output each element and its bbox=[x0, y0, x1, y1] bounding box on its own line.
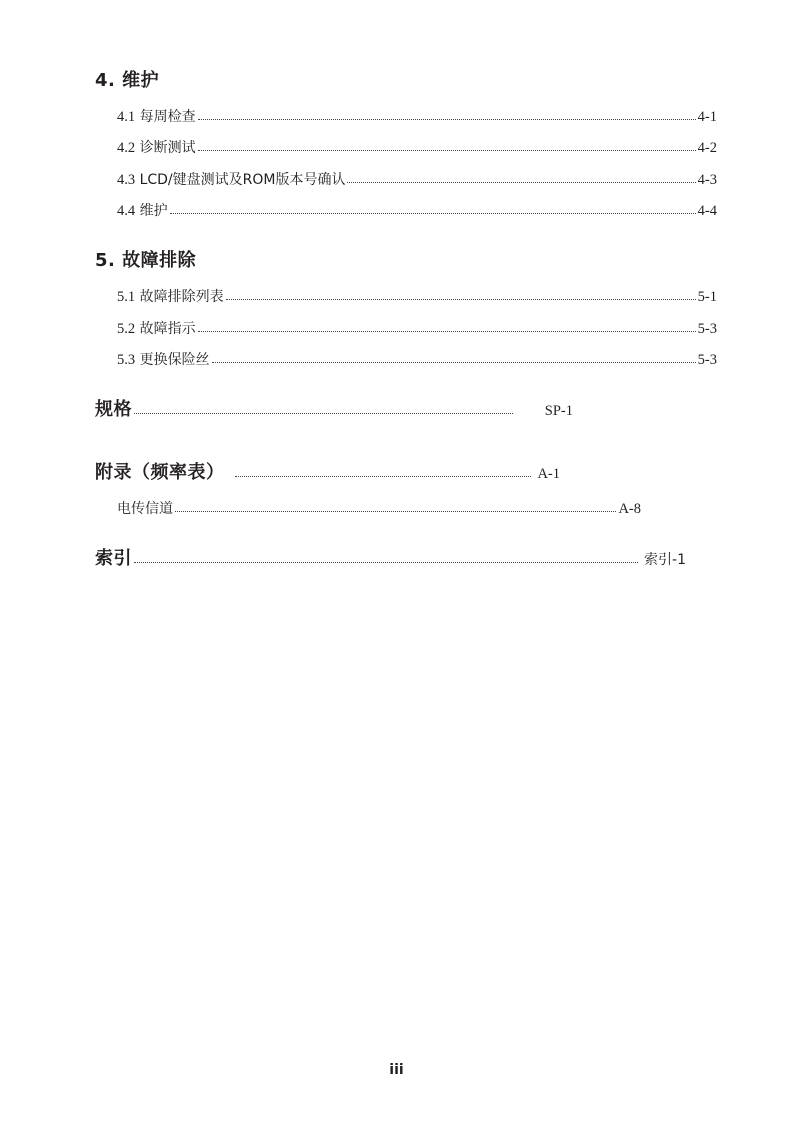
entry-title: 故障指示 bbox=[139, 321, 196, 337]
dot-leader bbox=[198, 136, 696, 151]
entry-page: 5-3 bbox=[697, 321, 717, 337]
entry-title: 每周检查 bbox=[139, 109, 196, 125]
entry-number: 4.3 bbox=[117, 172, 136, 188]
toc-entry-telex-channel[interactable] bbox=[117, 498, 641, 518]
appendix-page: A-1 bbox=[537, 466, 560, 482]
entry-page: 4-3 bbox=[697, 172, 717, 188]
entry-title: 更换保险丝 bbox=[139, 352, 210, 368]
entry-title: LCD/键盘测试及ROM版本号确认 bbox=[139, 172, 346, 188]
entry-number: 5.3 bbox=[117, 352, 136, 368]
entry-number: 5.2 bbox=[117, 321, 136, 337]
dot-leader bbox=[134, 548, 638, 563]
toc-entry-4-2[interactable] bbox=[117, 137, 717, 157]
appendix-title: 附录（频率表） bbox=[95, 462, 225, 483]
entry-page: 5-1 bbox=[697, 289, 717, 305]
dot-leader bbox=[235, 462, 532, 477]
toc-entry-index[interactable] bbox=[95, 544, 686, 570]
specs-page: SP-1 bbox=[544, 403, 573, 419]
page-number: iii bbox=[389, 1062, 404, 1078]
entry-title: 诊断测试 bbox=[139, 140, 196, 156]
entry-page: A-8 bbox=[618, 501, 641, 517]
dot-leader bbox=[347, 168, 695, 183]
dot-leader bbox=[170, 199, 696, 214]
toc-entry-4-1[interactable] bbox=[117, 106, 717, 126]
dot-leader bbox=[212, 348, 696, 363]
entry-title: 电传信道 bbox=[117, 501, 173, 517]
entry-number: 4.1 bbox=[117, 109, 136, 125]
entry-page: 5-3 bbox=[697, 352, 717, 368]
dot-leader bbox=[198, 105, 696, 120]
entry-number: 4.2 bbox=[117, 140, 136, 156]
entry-page: 4-4 bbox=[697, 203, 717, 219]
section-heading-4: 4. 维护 bbox=[95, 70, 160, 91]
entry-number: 4.4 bbox=[117, 203, 136, 219]
entry-title: 故障排除列表 bbox=[139, 289, 224, 305]
index-page: 索引-1 bbox=[644, 552, 686, 568]
toc-entry-5-1[interactable] bbox=[117, 286, 717, 306]
specs-title: 规格 bbox=[95, 399, 132, 420]
entry-page: 4-1 bbox=[697, 109, 717, 125]
dot-leader bbox=[198, 317, 696, 332]
toc-entry-4-4[interactable] bbox=[117, 200, 717, 220]
toc-entry-5-2[interactable] bbox=[117, 318, 717, 338]
section-heading-5: 5. 故障排除 bbox=[95, 250, 197, 271]
dot-leader bbox=[226, 285, 696, 300]
toc-entry-specs[interactable] bbox=[95, 395, 573, 421]
toc-entry-5-3[interactable] bbox=[117, 349, 717, 369]
entry-title: 维护 bbox=[139, 203, 168, 219]
entry-page: 4-2 bbox=[697, 140, 717, 156]
toc-entry-4-3[interactable] bbox=[117, 169, 717, 189]
index-title: 索引 bbox=[95, 548, 132, 569]
toc-entry-appendix[interactable] bbox=[95, 458, 560, 484]
entry-number: 5.1 bbox=[117, 289, 136, 305]
dot-leader bbox=[134, 399, 513, 414]
dot-leader bbox=[175, 497, 616, 512]
